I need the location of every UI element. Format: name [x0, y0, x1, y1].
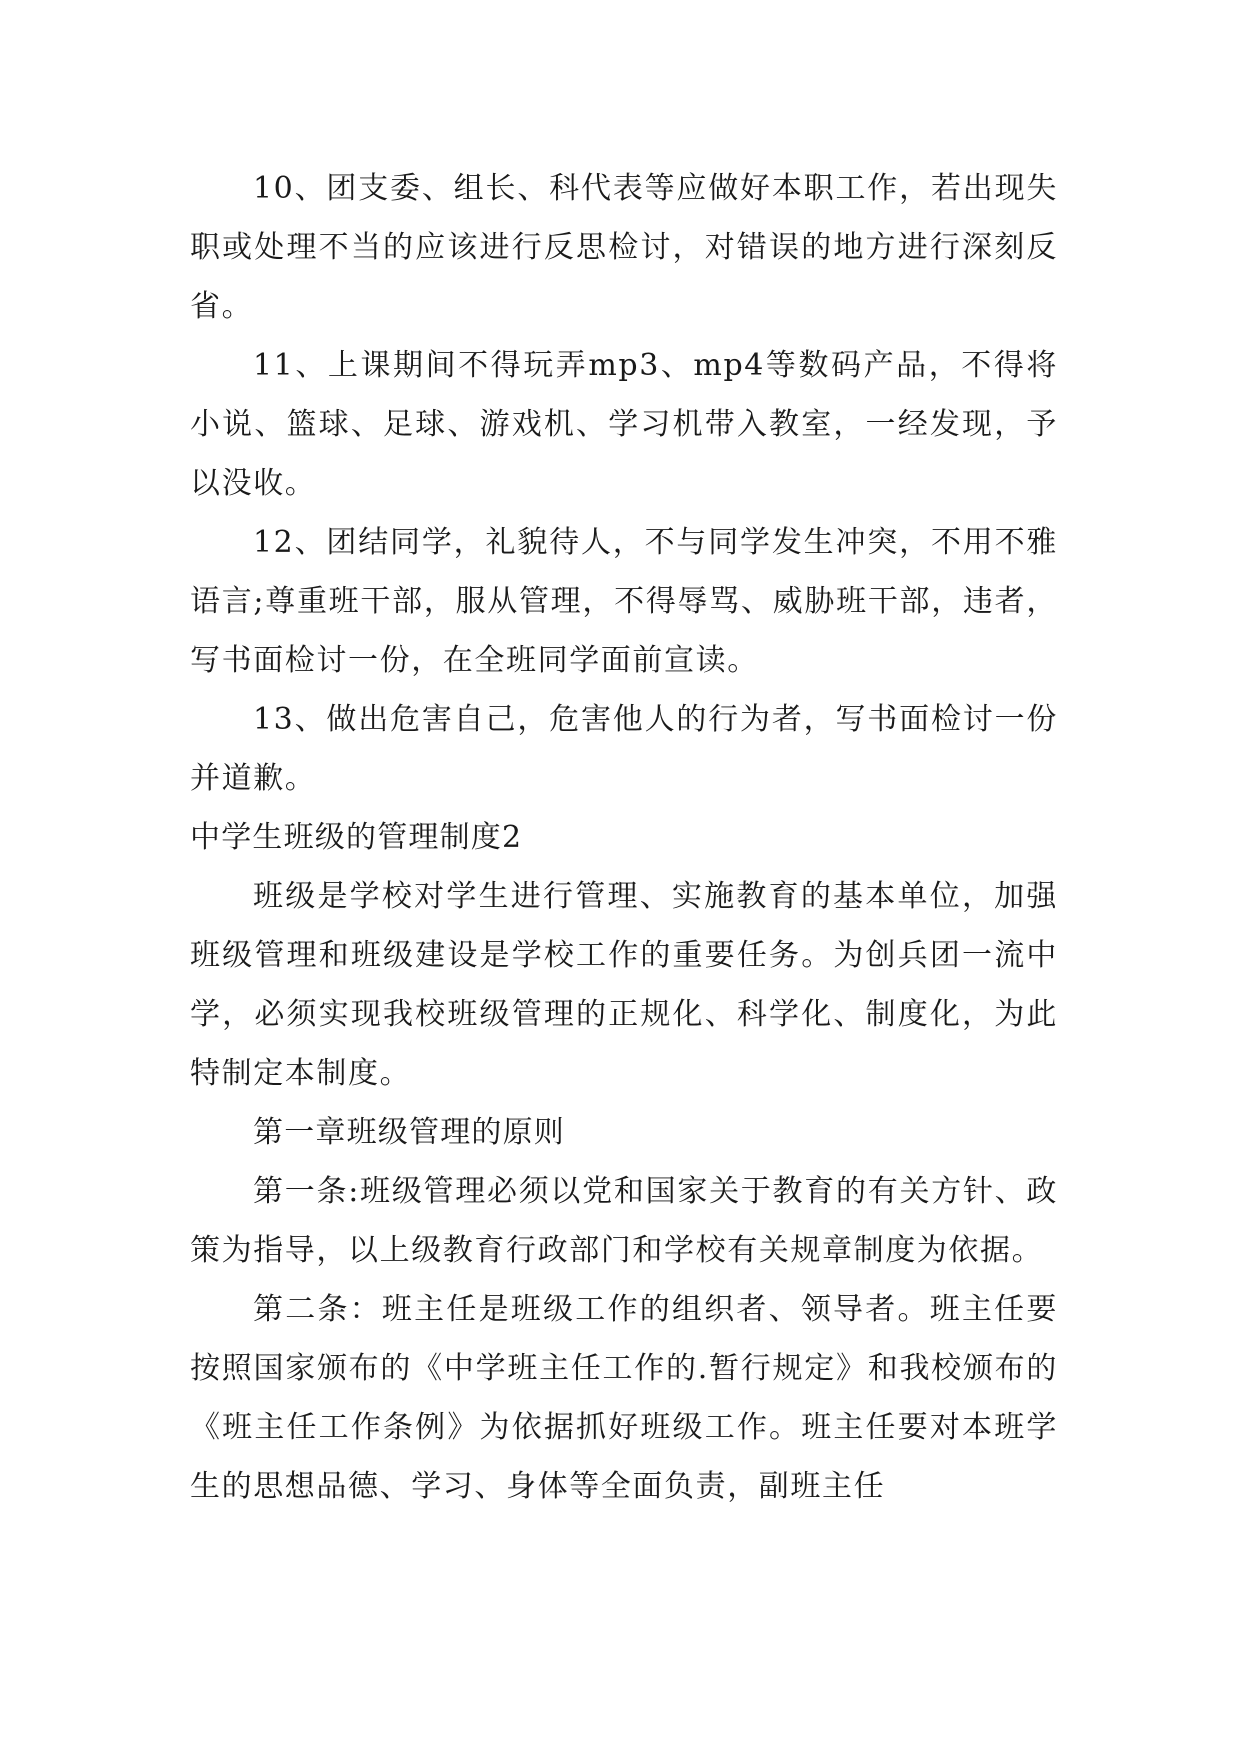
article-2-paragraph: 第二条：班主任是班级工作的组织者、领导者。班主任要按照国家颁布的《中学班主任工作的.暂行规定》和我校颁布的《班主任工作条例》为依据抓好班级工作。班主任要对本班学生的思想品德、学习、身体等全面负责，副班主任	[190, 1292, 1058, 1504]
section-title: 中学生班级的管理制度2	[190, 820, 523, 855]
rule-12-paragraph: 12、团结同学，礼貌待人，不与同学发生冲突，不用不雅语言;尊重班干部，服从管理，不得辱骂、威胁班干部，违者，写书面检讨一份，在全班同学面前宣读。	[190, 525, 1058, 678]
document-body	[190, 159, 1058, 1516]
rule-13-paragraph: 13、做出危害自己，危害他人的行为者，写书面检讨一份并道歉。	[190, 702, 1058, 796]
intro-paragraph: 班级是学校对学生进行管理、实施教育的基本单位，加强班级管理和班级建设是学校工作的重要任务。为创兵团一流中学，必须实现我校班级管理的正规化、科学化、制度化，为此特制定本制度。	[190, 879, 1058, 1091]
chapter-heading: 第一章班级管理的原则	[253, 1115, 565, 1150]
rule-11-paragraph: 11、上课期间不得玩弄mp3、mp4等数码产品，不得将小说、篮球、足球、游戏机、学习机带入教室，一经发现，予以没收。	[190, 348, 1058, 501]
article-1-paragraph: 第一条:班级管理必须以党和国家关于教育的有关方针、政策为指导，以上级教育行政部门和学校有关规章制度为依据。	[190, 1174, 1058, 1268]
rule-10-paragraph: 10、团支委、组长、科代表等应做好本职工作，若出现失职或处理不当的应该进行反思检讨，对错误的地方进行深刻反省。	[190, 171, 1058, 324]
